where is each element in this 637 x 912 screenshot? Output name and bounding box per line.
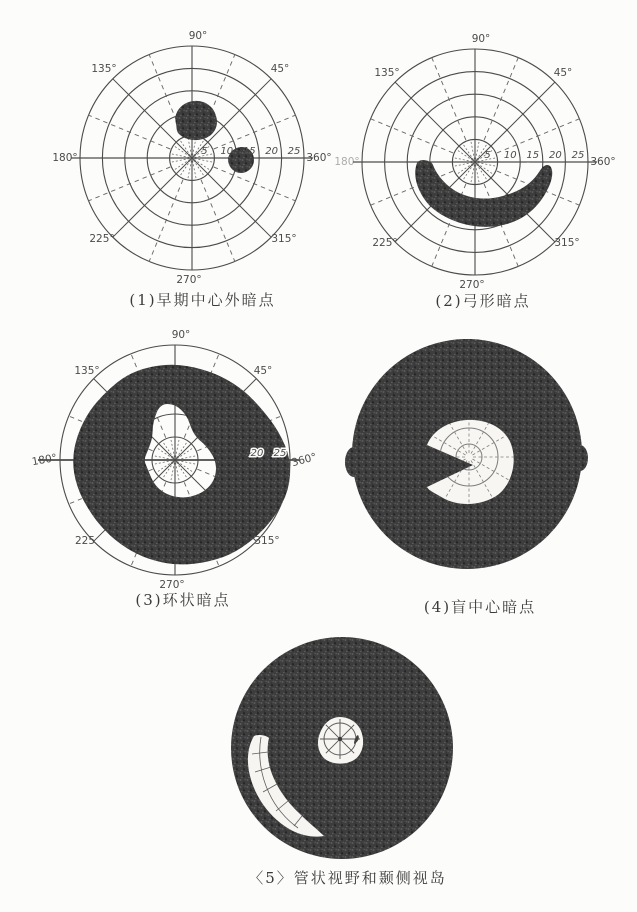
polar-chart-1-canvas: [52, 16, 338, 300]
angle-label-top-right: 45°: [253, 365, 273, 377]
shaded-chart-5-canvas: [225, 631, 461, 867]
dashed-spoke: [432, 58, 466, 140]
fixation-starburst-line: [171, 154, 189, 158]
angle-label-left: 180°: [334, 156, 360, 168]
dashed-spoke: [201, 180, 235, 262]
radial-tick-label: 20: [250, 448, 264, 459]
visual-field-chart-1: [52, 16, 338, 300]
fixation-starburst-line: [475, 141, 479, 160]
fixation-starburst-line: [177, 456, 196, 460]
dashed-spoke: [89, 115, 171, 149]
chart-5-caption: 〈5〉管状视野和颞侧视岛: [248, 869, 447, 887]
angle-label-bottom: 270°: [459, 279, 485, 291]
angle-label-bottom-right: 315°: [271, 233, 297, 245]
angle-label-bottom-right: 315°: [254, 535, 280, 547]
disc-edge-bump: [345, 447, 363, 477]
angle-label-right: 360°: [306, 152, 332, 164]
fixation-starburst-line: [154, 460, 173, 464]
fixation-starburst-line: [188, 137, 192, 155]
fixation-starburst-line: [194, 158, 212, 162]
chart-2-caption: (2)弓形暗点: [435, 292, 531, 310]
spared-spot-in-scotoma: [524, 163, 533, 172]
fixation-starburst-line: [177, 460, 196, 464]
angle-label-top-left: 135°: [374, 67, 400, 79]
radial-tick-label: 25: [273, 448, 287, 459]
fixation-starburst-line: [477, 162, 496, 166]
chart-1-caption: (1)早期中心外暗点: [129, 291, 276, 309]
angle-label-top-right: 45°: [553, 67, 573, 79]
angle-label-top-left: 135°: [91, 63, 117, 75]
fixation-starburst-line: [175, 462, 179, 481]
dashed-spoke: [497, 119, 579, 153]
angle-label-bottom-left: 225: [74, 535, 96, 547]
dashed-spoke: [149, 180, 183, 262]
fixation-starburst-line: [188, 160, 192, 178]
fixation-starburst-line: [454, 158, 473, 162]
angle-label-left: 180°: [52, 152, 78, 164]
fixation-starburst-line: [471, 164, 475, 183]
shaded-chart-4-canvas: [340, 327, 596, 583]
radial-tick-label: 10: [220, 146, 234, 157]
angle-label-right: 360°: [290, 451, 318, 470]
disc-edge-bump: [572, 445, 588, 471]
dashed-spoke: [214, 167, 296, 201]
scotoma-blob-superior: [175, 101, 217, 140]
visual-field-chart-2: [330, 20, 632, 304]
angle-label-top-right: 45°: [270, 63, 290, 75]
fixation-starburst-line: [171, 462, 175, 481]
fixation-starburst-line: [475, 164, 479, 183]
radial-tick-label: 5: [484, 150, 491, 161]
dashed-spoke: [371, 119, 453, 153]
angle-label-bottom-right: 315°: [554, 237, 580, 249]
radial-tick-label: 10: [503, 150, 517, 161]
angle-label-left: 180°: [30, 451, 58, 469]
chart-3-caption: (3)环状暗点: [135, 591, 231, 609]
fixation-starburst-line: [471, 141, 475, 160]
radial-tick-label: 20: [265, 146, 278, 157]
polar-chart-3-canvas: [28, 312, 332, 610]
angle-label-bottom: 270°: [159, 579, 185, 591]
dashed-spoke: [484, 58, 518, 140]
angle-label-bottom-left: 225°: [89, 233, 115, 245]
visual-field-chart-5: [225, 631, 461, 867]
fixation-starburst-line: [171, 439, 175, 458]
dashed-spoke: [89, 167, 171, 201]
fixation-starburst-line: [154, 456, 173, 460]
angle-label-bottom: 270°: [176, 274, 202, 286]
dashed-spoke: [214, 115, 296, 149]
radial-tick-label: 15: [242, 146, 256, 157]
radial-tick-label: 25: [287, 146, 301, 157]
angle-label-top: 90°: [471, 33, 491, 45]
radial-tick-label: 15: [526, 150, 540, 161]
angle-label-right: 360°: [590, 156, 616, 168]
visual-field-chart-4: [340, 327, 596, 583]
angle-label-bottom-left: 225°: [372, 237, 398, 249]
fixation-starburst-line: [454, 162, 473, 166]
radial-tick-label: 20: [549, 150, 562, 161]
fixation-starburst-line: [192, 160, 196, 178]
fixation-starburst-line: [171, 158, 189, 162]
angle-label-top-left: 135°: [74, 365, 100, 377]
fixation-starburst-line: [175, 439, 179, 458]
polar-chart-2-canvas: [330, 20, 632, 304]
angle-label-top: 90°: [188, 30, 208, 42]
radial-tick-label: 5: [201, 146, 208, 157]
angle-label-top: 90°: [171, 329, 191, 341]
fixation-dot: [338, 737, 342, 741]
radial-tick-label: 25: [571, 150, 585, 161]
chart-4-caption: (4)盲中心暗点: [423, 598, 537, 616]
visual-field-chart-3: [28, 312, 332, 610]
